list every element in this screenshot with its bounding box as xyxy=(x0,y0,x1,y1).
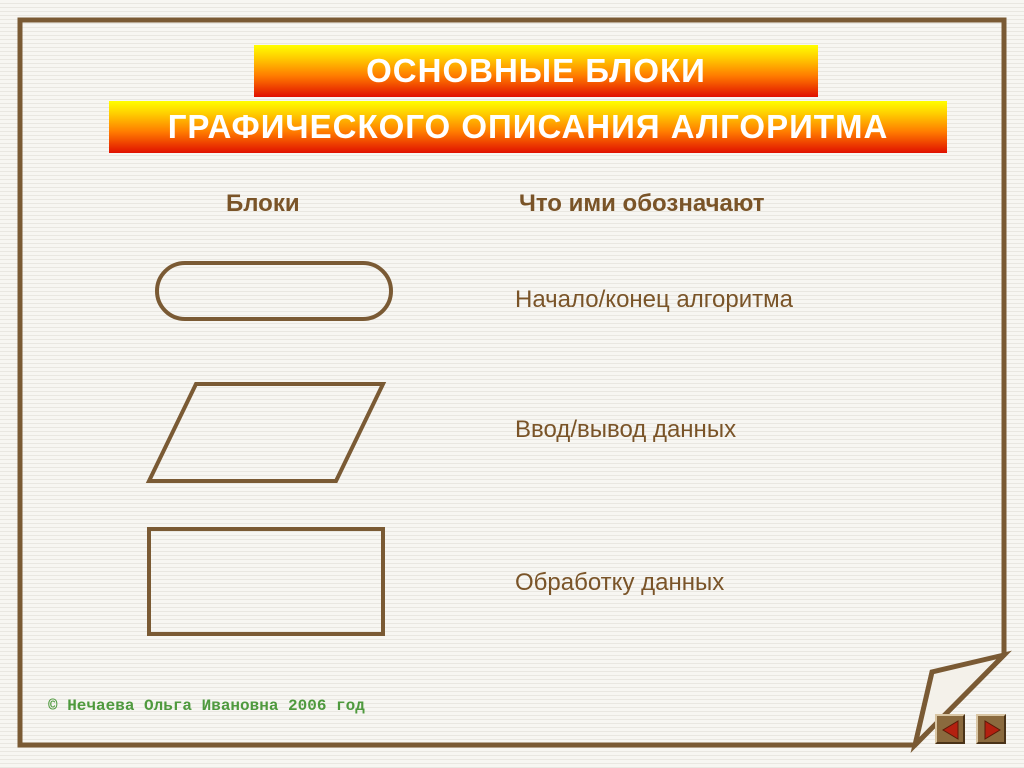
terminator-shape xyxy=(157,263,391,319)
copyright-text: © Нечаева Ольга Ивановна 2006 год xyxy=(48,697,365,715)
rectangle-shape xyxy=(149,529,383,634)
meaning-column-header: Что ими обозначают xyxy=(519,190,765,217)
arrow-left-icon xyxy=(940,719,962,741)
previous-slide-button[interactable] xyxy=(935,714,965,744)
title-line-1: ОСНОВНЫЕ БЛОКИ xyxy=(254,45,818,97)
next-slide-button[interactable] xyxy=(976,714,1006,744)
process-description: Обработку данных xyxy=(515,569,725,596)
blocks-column-header: Блоки xyxy=(226,190,300,217)
title-line-2: ГРАФИЧЕСКОГО ОПИСАНИЯ АЛГОРИТМА xyxy=(109,101,947,153)
arrow-right-icon xyxy=(981,719,1003,741)
terminator-description: Начало/конец алгоритма xyxy=(515,286,793,313)
io-description: Ввод/вывод данных xyxy=(515,416,737,443)
parallelogram-shape xyxy=(149,384,383,481)
